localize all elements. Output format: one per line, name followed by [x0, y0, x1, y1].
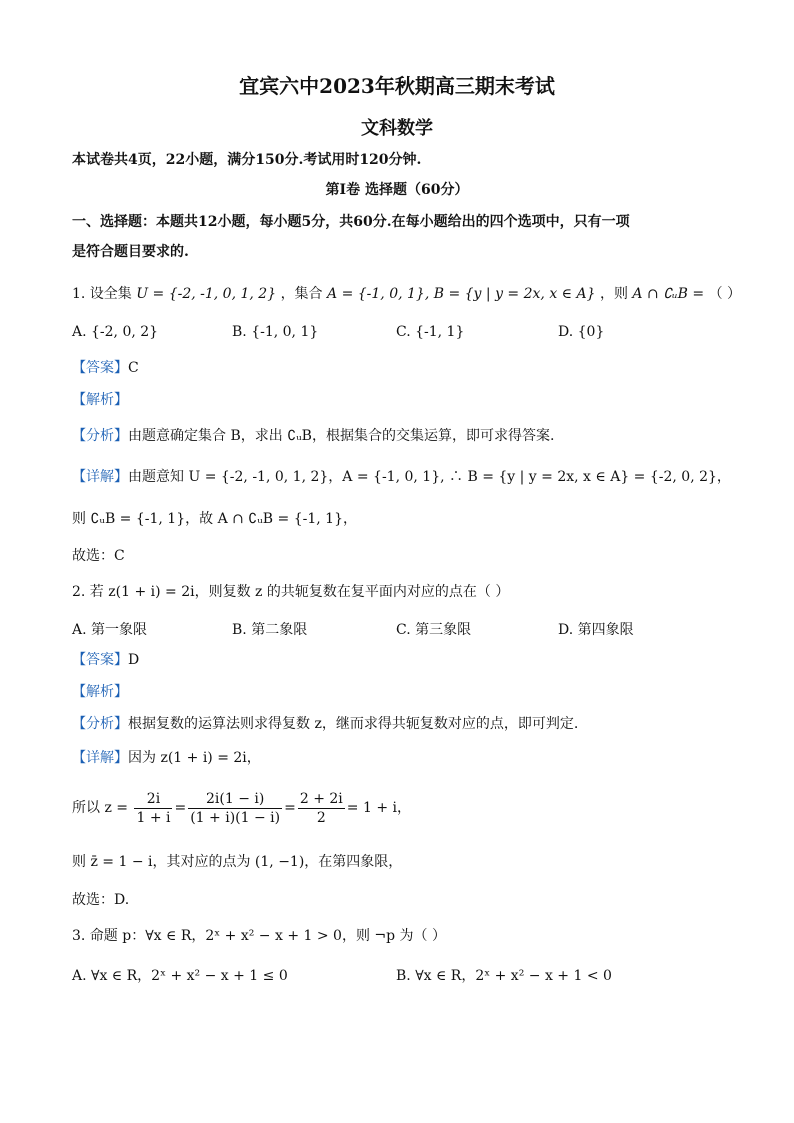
q2-fenxi — [72, 714, 578, 734]
part1-instructions-2: 是符合题目要求的. — [72, 244, 189, 260]
q2-f1-den: 1 + i — [136, 809, 171, 826]
exam-title: 宜宾六中2023年秋期高三期末考试 — [239, 74, 555, 98]
q1-expression: A ∩ ∁ᵤB = — [632, 286, 705, 302]
q2-stem: 2. 若 z(1 + i) = 2i，则复数 z 的共轭复数在复平面内对应的点在（ ） — [72, 584, 510, 600]
q1-sets-ab: A = {-1, 0, 1}, B = {y | y = 2x, x ∈ A} — [327, 286, 596, 302]
exam-subject: 文科数学 — [361, 118, 433, 139]
q2-f3-den: 2 — [316, 809, 326, 826]
exam-intro: 本试卷共4页，22小题，满分150分.考试用时120分钟. — [72, 152, 422, 168]
q1-answer-value: C — [128, 360, 139, 376]
q2-jiexi-tag: 【解析】 — [72, 684, 128, 700]
q2-f3-num: 2 + 2i — [299, 790, 343, 807]
q2-fraction-1 — [134, 790, 172, 827]
q2-fraction-2 — [188, 790, 282, 827]
q2-derivation: 所以 z = $\frac{2i}{1 + i}$ = $\frac{2i(1 - i)}{(1 + i)(1 - i)}$ = $\frac{2 + 2i}{2}$ = 1 + i， — [72, 790, 411, 826]
q1-option-a: A. {-2, 0, 2} — [72, 324, 159, 340]
part1-instructions-1: 一、选择题：本题共12小题，每小题5分，共60分.在每小题给出的四个选项中，只有一项 — [72, 214, 630, 230]
q1-stem — [72, 284, 741, 304]
q1-answer-tag: 【答案】 — [72, 360, 128, 376]
q1-stem-b: ，集合 — [280, 286, 323, 302]
q2-xiangjie-tag: 【详解】 — [72, 750, 128, 766]
q1-jiexi-tag: 【解析】 — [72, 392, 128, 408]
q2-choose: 故选：D. — [72, 892, 130, 908]
q1-choose: 故选：C — [72, 548, 125, 564]
q2-xiangjie — [72, 748, 261, 768]
q1-stem-a: 1. 设全集 — [72, 286, 132, 302]
q1-set-u: U = {-2, -1, 0, 1, 2} — [136, 286, 277, 302]
q2-fenxi-text: 根据复数的运算法则求得复数 z，继而求得共轭复数对应的点，即可判定. — [128, 716, 579, 732]
q1-answer — [72, 358, 139, 378]
q2-xiangjie-text: 因为 z(1 + i) = 2i， — [128, 750, 261, 766]
q2-option-a: A. 第一象限 — [72, 622, 148, 638]
q2-option-d: D. 第四象限 — [558, 622, 634, 638]
q1-option-b: B. {-1, 0, 1} — [232, 324, 319, 340]
q1-xiangjie-tag: 【详解】 — [72, 469, 128, 485]
q2-answer-tag: 【答案】 — [72, 652, 128, 668]
q1-xiangjie — [72, 467, 731, 487]
q2-f2-den: (1 + i)(1 − i) — [190, 809, 281, 826]
q2-f2-num: 2i(1 − i) — [188, 790, 282, 809]
q1-option-c: C. {-1, 1} — [396, 324, 465, 340]
q2-tail: = 1 + i， — [346, 800, 411, 816]
q3-option-a: A. ∀x ∈ R，2ˣ + x² − x + 1 ≤ 0 — [72, 968, 288, 984]
q3-option-b: B. ∀x ∈ R，2ˣ + x² − x + 1 < 0 — [396, 968, 612, 984]
q3-stem: 3. 命题 p：∀x ∈ R，2ˣ + x² − x + 1 > 0，则 ¬p 为（ ） — [72, 928, 446, 944]
q1-option-d: D. {0} — [558, 324, 605, 340]
q2-option-b: B. 第二象限 — [232, 622, 308, 638]
q2-fraction-3 — [298, 790, 345, 827]
q2-option-c: C. 第三象限 — [396, 622, 472, 638]
q2-answer-value: D — [128, 652, 140, 668]
section-title: 第Ⅰ卷 选择题（60分） — [325, 182, 469, 198]
q2-suoyi: 所以 z = — [72, 800, 129, 816]
q1-paren: （ ） — [708, 286, 742, 302]
q1-xiangjie-text: 由题意知 U = {-2, -1, 0, 1, 2}，A = {-1, 0, 1}, ∴ B = {y | y = 2x, x ∈ A} = {-2, 0, 2}， — [128, 469, 731, 485]
q1-fenxi-tag: 【分析】 — [72, 428, 128, 444]
q2-fenxi-tag: 【分析】 — [72, 716, 128, 732]
q1-stem-c: ，则 — [599, 286, 628, 302]
q1-fenxi — [72, 426, 554, 446]
q2-f1-num: 2i — [134, 790, 172, 809]
q2-answer — [72, 650, 139, 670]
q1-detail-line2: 则 ∁ᵤB = {-1, 1}，故 A ∩ ∁ᵤB = {-1, 1}， — [72, 511, 357, 527]
q2-conjugate: 则 z̄ = 1 − i，其对应的点为 (1, −1)，在第四象限， — [72, 854, 403, 870]
q1-fenxi-text: 由题意确定集合 B，求出 ∁ᵤB，根据集合的交集运算，即可求得答案. — [128, 428, 555, 444]
